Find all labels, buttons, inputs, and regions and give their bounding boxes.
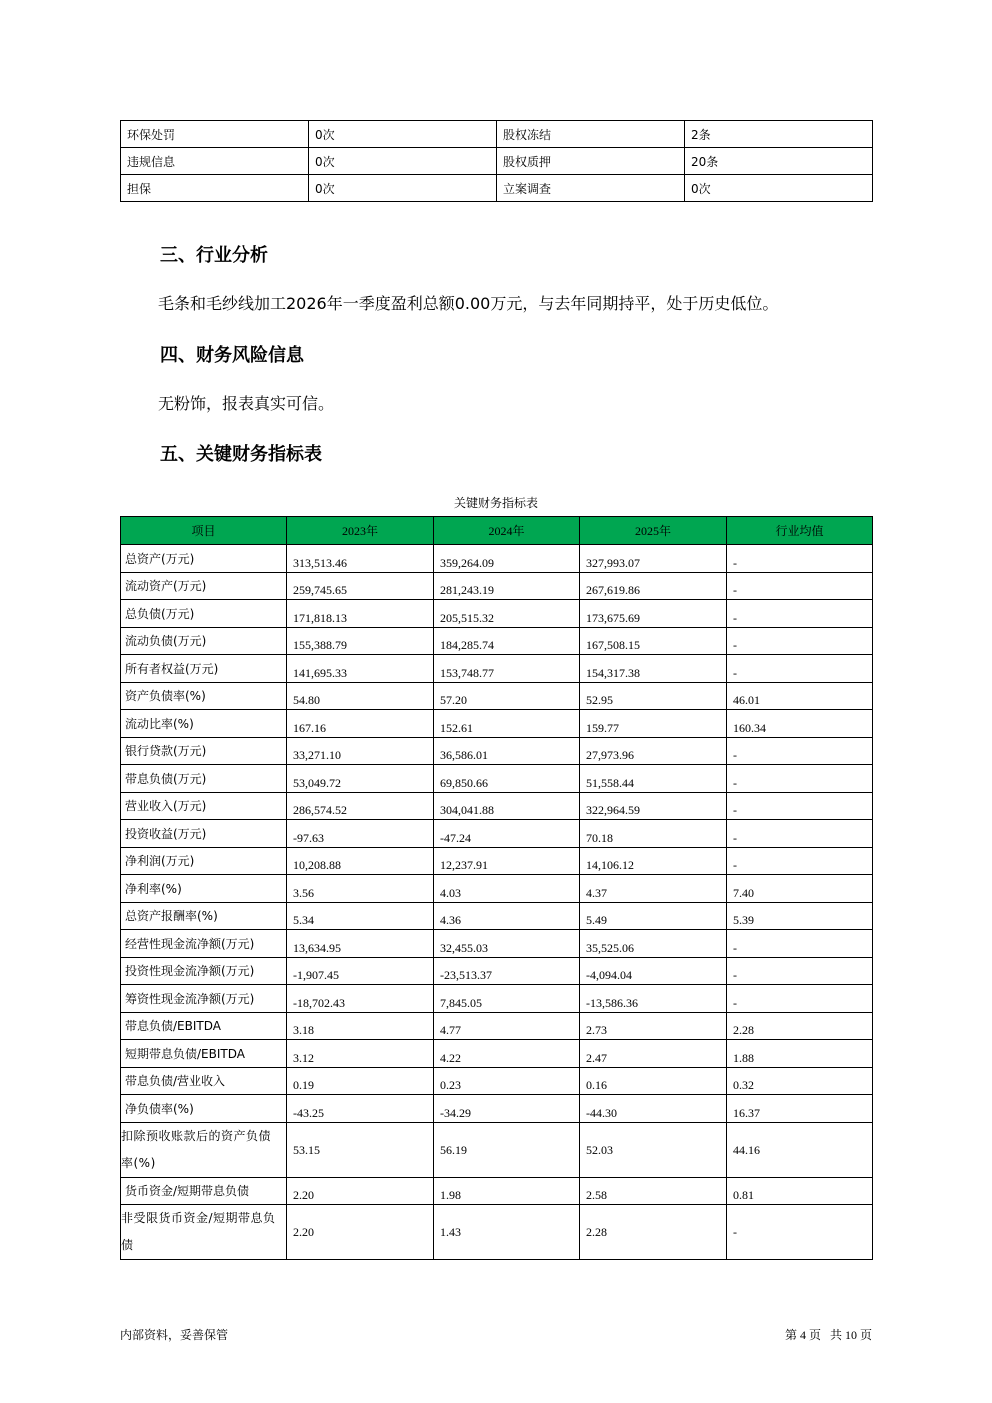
row-label: 带息负债/EBITDA — [121, 1012, 287, 1040]
table-cell: 12,237.91 — [434, 847, 580, 875]
table-cell: 313,513.46 — [287, 545, 434, 573]
table-cell: 2.28 — [580, 1205, 727, 1260]
row-label: 营业收入(万元) — [121, 792, 287, 820]
table-cell: 0次 — [309, 121, 497, 148]
table-cell: 44.16 — [727, 1122, 873, 1177]
table-cell: 286,574.52 — [287, 792, 434, 820]
table-cell: - — [727, 572, 873, 600]
table-cell: 1.98 — [434, 1177, 580, 1205]
row-label: 带息负债/营业收入 — [121, 1067, 287, 1095]
table-cell: 54.80 — [287, 682, 434, 710]
table-row — [121, 710, 873, 738]
table-cell: 4.77 — [434, 1012, 580, 1040]
section-heading-risk: 四、财务风险信息 — [160, 345, 304, 366]
column-header: 2025年 — [580, 517, 727, 545]
table-cell: -47.24 — [434, 820, 580, 848]
table-cell: 担保 — [121, 175, 309, 202]
table-cell: 0.81 — [727, 1177, 873, 1205]
table-cell: 2条 — [685, 121, 873, 148]
table-cell: 2.28 — [727, 1012, 873, 1040]
table-cell: 0.16 — [580, 1067, 727, 1095]
table-cell: 2.73 — [580, 1012, 727, 1040]
row-label: 总资产报酬率(%) — [121, 902, 287, 930]
table-cell: 155,388.79 — [287, 627, 434, 655]
table-cell: - — [727, 627, 873, 655]
table-cell: -23,513.37 — [434, 957, 580, 985]
column-header: 2023年 — [287, 517, 434, 545]
row-label: 总负债(万元) — [121, 600, 287, 628]
table-cell: 立案调查 — [497, 175, 685, 202]
section-heading-industry: 三、行业分析 — [160, 245, 268, 266]
table-cell: 5.34 — [287, 902, 434, 930]
row-label: 投资性现金流净额(万元) — [121, 957, 287, 985]
table-cell: 171,818.13 — [287, 600, 434, 628]
row-label: 总资产(万元) — [121, 545, 287, 573]
table-cell: 304,041.88 — [434, 792, 580, 820]
table-cell: 5.49 — [580, 902, 727, 930]
table-cell: 1.43 — [434, 1205, 580, 1260]
table-row — [121, 792, 873, 820]
table-cell: 52.95 — [580, 682, 727, 710]
column-header: 2024年 — [434, 517, 580, 545]
table-cell: 环保处罚 — [121, 121, 309, 148]
row-label: 所有者权益(万元) — [121, 655, 287, 683]
footer-page-number: 第 4 页 共 10 页 — [784, 1328, 872, 1342]
table-row — [121, 737, 873, 765]
table-cell: 259,745.65 — [287, 572, 434, 600]
table-cell: 57.20 — [434, 682, 580, 710]
risk-info-text: 无粉饰，报表真实可信。 — [158, 394, 335, 413]
row-label: 非受限货币资金/短期带息负债 — [121, 1205, 287, 1260]
table-cell: -4,094.04 — [580, 957, 727, 985]
table-cell: 322,964.59 — [580, 792, 727, 820]
table-cell: 0次 — [309, 148, 497, 175]
table-cell: 173,675.69 — [580, 600, 727, 628]
table-cell: - — [727, 765, 873, 793]
table-row — [121, 875, 873, 903]
table-row — [121, 600, 873, 628]
table-row — [121, 902, 873, 930]
row-label: 投资收益(万元) — [121, 820, 287, 848]
table-row — [121, 545, 873, 573]
industry-analysis-text: 毛条和毛纱线加工2026年一季度盈利总额0.00万元，与去年同期持平，处于历史低位。 — [158, 294, 779, 313]
row-label: 筹资性现金流净额(万元) — [121, 985, 287, 1013]
table-row — [121, 765, 873, 793]
table-cell: 52.03 — [580, 1122, 727, 1177]
table-cell: - — [727, 600, 873, 628]
table-cell: - — [727, 957, 873, 985]
table-cell: - — [727, 930, 873, 958]
table-cell: - — [727, 545, 873, 573]
row-label: 货币资金/短期带息负债 — [121, 1177, 287, 1205]
table-cell: - — [727, 847, 873, 875]
table-cell: 69,850.66 — [434, 765, 580, 793]
table-row — [121, 148, 873, 175]
table-row — [121, 627, 873, 655]
table-cell: 154,317.38 — [580, 655, 727, 683]
table-cell: - — [727, 792, 873, 820]
column-header: 项目 — [121, 517, 287, 545]
table-cell: 3.18 — [287, 1012, 434, 1040]
table-cell: -13,586.36 — [580, 985, 727, 1013]
table-cell: -43.25 — [287, 1095, 434, 1123]
table-cell: 141,695.33 — [287, 655, 434, 683]
table-caption: 关键财务指标表 — [453, 496, 538, 510]
table-cell: 0次 — [685, 175, 873, 202]
table-row — [121, 847, 873, 875]
row-label: 流动资产(万元) — [121, 572, 287, 600]
table-cell: 违规信息 — [121, 148, 309, 175]
table-cell: 4.37 — [580, 875, 727, 903]
table-cell: 46.01 — [727, 682, 873, 710]
table-row — [121, 985, 873, 1013]
table-cell: - — [727, 1205, 873, 1260]
table-row — [121, 121, 873, 148]
table-row — [121, 1067, 873, 1095]
table-cell: 0.23 — [434, 1067, 580, 1095]
row-label: 短期带息负债/EBITDA — [121, 1040, 287, 1068]
row-label: 流动比率(%) — [121, 710, 287, 738]
table-cell: 10,208.88 — [287, 847, 434, 875]
risk-info-table — [120, 120, 873, 202]
row-label: 带息负债(万元) — [121, 765, 287, 793]
table-row — [121, 655, 873, 683]
table-cell: 14,106.12 — [580, 847, 727, 875]
table-cell: 3.56 — [287, 875, 434, 903]
row-label: 银行贷款(万元) — [121, 737, 287, 765]
table-row — [121, 175, 873, 202]
table-cell: 70.18 — [580, 820, 727, 848]
table-row — [121, 930, 873, 958]
table-cell: 51,558.44 — [580, 765, 727, 793]
table-cell: -18,702.43 — [287, 985, 434, 1013]
table-cell: 3.12 — [287, 1040, 434, 1068]
table-cell: 281,243.19 — [434, 572, 580, 600]
table-cell: 33,271.10 — [287, 737, 434, 765]
row-label: 资产负债率(%) — [121, 682, 287, 710]
row-label: 净利率(%) — [121, 875, 287, 903]
table-cell: 7.40 — [727, 875, 873, 903]
table-cell: 股权质押 — [497, 148, 685, 175]
table-row — [121, 1095, 873, 1123]
table-cell: -1,907.45 — [287, 957, 434, 985]
table-cell: 4.22 — [434, 1040, 580, 1068]
table-cell: 27,973.96 — [580, 737, 727, 765]
table-cell: 205,515.32 — [434, 600, 580, 628]
table-cell: - — [727, 820, 873, 848]
table-header-row — [121, 517, 873, 545]
table-row — [121, 1177, 873, 1205]
table-cell: 7,845.05 — [434, 985, 580, 1013]
table-cell: 0.19 — [287, 1067, 434, 1095]
table-cell: - — [727, 985, 873, 1013]
table-cell: - — [727, 737, 873, 765]
table-cell: 267,619.86 — [580, 572, 727, 600]
table-row — [121, 1012, 873, 1040]
table-row — [121, 572, 873, 600]
financial-indicators-table — [120, 516, 873, 1260]
table-cell: 359,264.09 — [434, 545, 580, 573]
table-cell: 2.47 — [580, 1040, 727, 1068]
column-header: 行业均值 — [727, 517, 873, 545]
table-row — [121, 957, 873, 985]
table-cell: 13,634.95 — [287, 930, 434, 958]
table-cell: 327,993.07 — [580, 545, 727, 573]
table-cell: 160.34 — [727, 710, 873, 738]
table-cell: 167.16 — [287, 710, 434, 738]
table-cell: 153,748.77 — [434, 655, 580, 683]
table-cell: 2.20 — [287, 1177, 434, 1205]
table-cell: - — [727, 655, 873, 683]
table-cell: 16.37 — [727, 1095, 873, 1123]
row-label: 扣除预收账款后的资产负债率(%) — [121, 1122, 287, 1177]
table-cell: 53.15 — [287, 1122, 434, 1177]
section-heading-indicators: 五、关键财务指标表 — [160, 444, 322, 465]
table-cell: -34.29 — [434, 1095, 580, 1123]
table-cell: 1.88 — [727, 1040, 873, 1068]
table-row — [121, 1205, 873, 1260]
table-cell: 0.32 — [727, 1067, 873, 1095]
table-cell: 35,525.06 — [580, 930, 727, 958]
table-cell: 53,049.72 — [287, 765, 434, 793]
row-label: 净利润(万元) — [121, 847, 287, 875]
table-cell: 167,508.15 — [580, 627, 727, 655]
table-cell: 152.61 — [434, 710, 580, 738]
row-label: 流动负债(万元) — [121, 627, 287, 655]
table-cell: 0次 — [309, 175, 497, 202]
footer-confidential-note: 内部资料，妥善保管 — [120, 1328, 229, 1342]
table-cell: 4.36 — [434, 902, 580, 930]
table-cell: 20条 — [685, 148, 873, 175]
table-cell: -44.30 — [580, 1095, 727, 1123]
row-label: 净负债率(%) — [121, 1095, 287, 1123]
table-cell: -97.63 — [287, 820, 434, 848]
table-cell: 2.58 — [580, 1177, 727, 1205]
table-cell: 36,586.01 — [434, 737, 580, 765]
table-cell: 32,455.03 — [434, 930, 580, 958]
table-row — [121, 682, 873, 710]
row-label: 经营性现金流净额(万元) — [121, 930, 287, 958]
table-cell: 5.39 — [727, 902, 873, 930]
table-cell: 4.03 — [434, 875, 580, 903]
table-row — [121, 1040, 873, 1068]
table-cell: 56.19 — [434, 1122, 580, 1177]
table-row — [121, 820, 873, 848]
table-cell: 159.77 — [580, 710, 727, 738]
table-cell: 184,285.74 — [434, 627, 580, 655]
table-row — [121, 1122, 873, 1177]
table-cell: 股权冻结 — [497, 121, 685, 148]
table-cell: 2.20 — [287, 1205, 434, 1260]
